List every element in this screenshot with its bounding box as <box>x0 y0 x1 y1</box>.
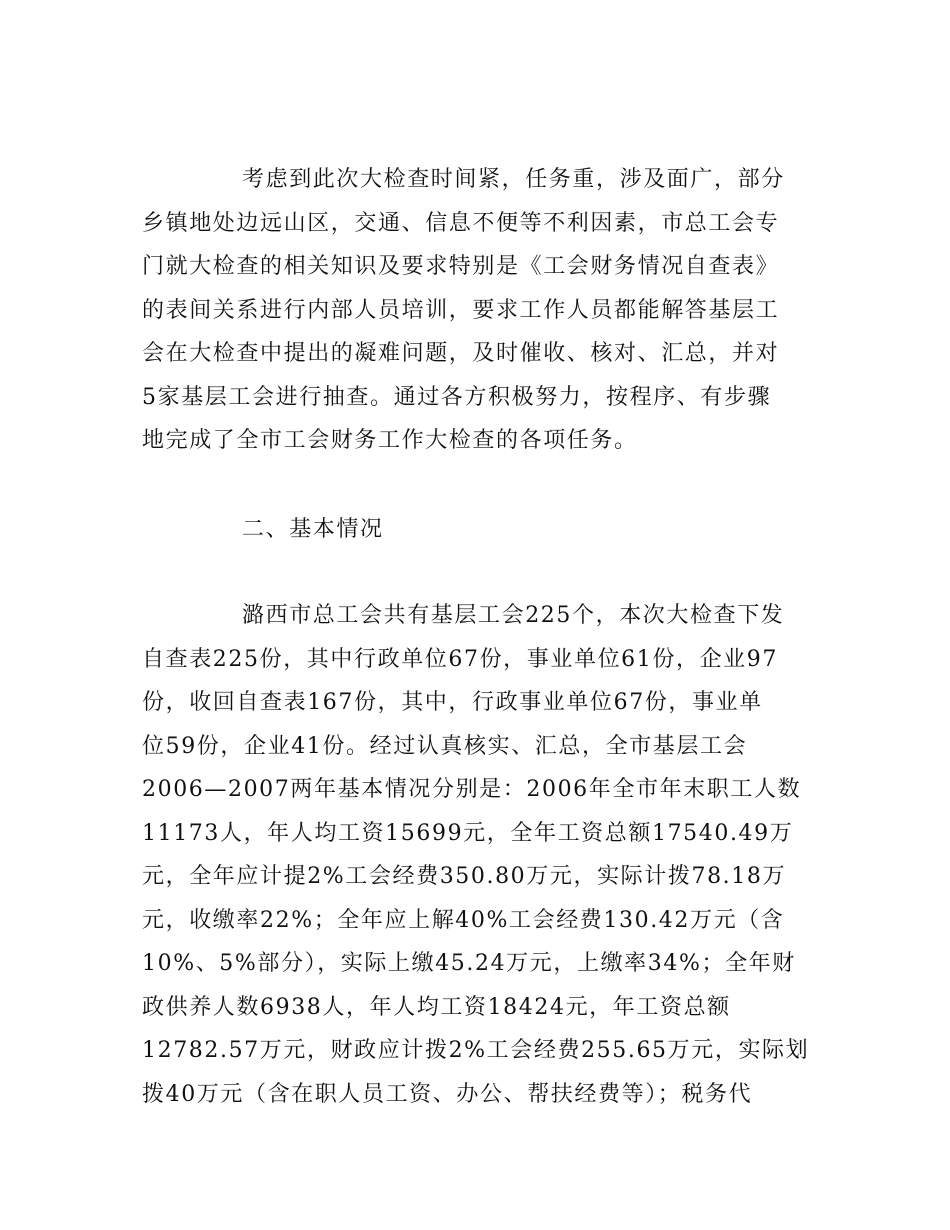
paragraph-line: 拨40万元（含在职人员工资、办公、帮扶经费等）；税务代 <box>142 1081 753 1107</box>
paragraph-line: 会在大检查中提出的凝难问题，及时催收、核对、汇总，并对 <box>142 341 780 366</box>
paragraph-line: 潞西市总工会共有基层工会225个，本次大检查下发 <box>242 603 785 628</box>
paragraph-line: 元，全年应计提2%工会经费350.80万元，实际计拨78.18万 <box>142 864 787 889</box>
section-heading-basic-situation <box>142 508 810 552</box>
paragraph-line: 11173人，年人均工资15699元，全年工资总额17540.49万 <box>142 820 794 846</box>
paragraph-line: 份，收回自查表167份，其中，行政事业单位67份，事业单 <box>142 690 763 715</box>
paragraph-line: 考虑到此次大检查时间紧，任务重，涉及面广，部分 <box>242 167 785 192</box>
paragraph-line: 10%、5%部分），实际上缴45.24万元，上缴率34%；全年财 <box>142 951 796 976</box>
paragraph-line: 政供养人数6938人，年人均工资18424元，年工资总额 <box>142 994 731 1020</box>
paragraph-line: 的表间关系进行内部人员培训，要求工作人员都能解答基层工 <box>142 297 780 323</box>
paragraph-line: 地完成了全市工会财务工作大检查的各项任务。 <box>142 428 638 453</box>
paragraph-line: 5家基层工会进行抽查。通过各方积极努力，按程序、有步骤 <box>142 384 772 410</box>
paragraph-line: 门就大检查的相关知识及要求特别是《工会财务情况自查表》 <box>142 254 780 279</box>
paragraph-training-and-inspection <box>142 158 810 463</box>
paragraph-line: 元，收缴率22%；全年应上解40%工会经费130.42万元（含 <box>142 907 785 933</box>
section-heading: 二、基本情况 <box>242 517 384 542</box>
paragraph-line: 12782.57万元，财政应计拨2%工会经费255.65万元，实际划 <box>142 1038 810 1063</box>
paragraph-line: 乡镇地处边远山区，交通、信息不便等不利因素，市总工会专 <box>142 210 780 236</box>
paragraph-line: 2006—2007两年基本情况分别是：2006年全市年末职工人数 <box>142 777 802 802</box>
paragraph-line: 位59份，企业41份。经过认真核实、汇总，全市基层工会 <box>142 733 748 759</box>
paragraph-basic-statistics <box>142 594 810 1116</box>
paragraph-line: 自查表225份，其中行政单位67份，事业单位61份，企业97 <box>142 646 778 672</box>
